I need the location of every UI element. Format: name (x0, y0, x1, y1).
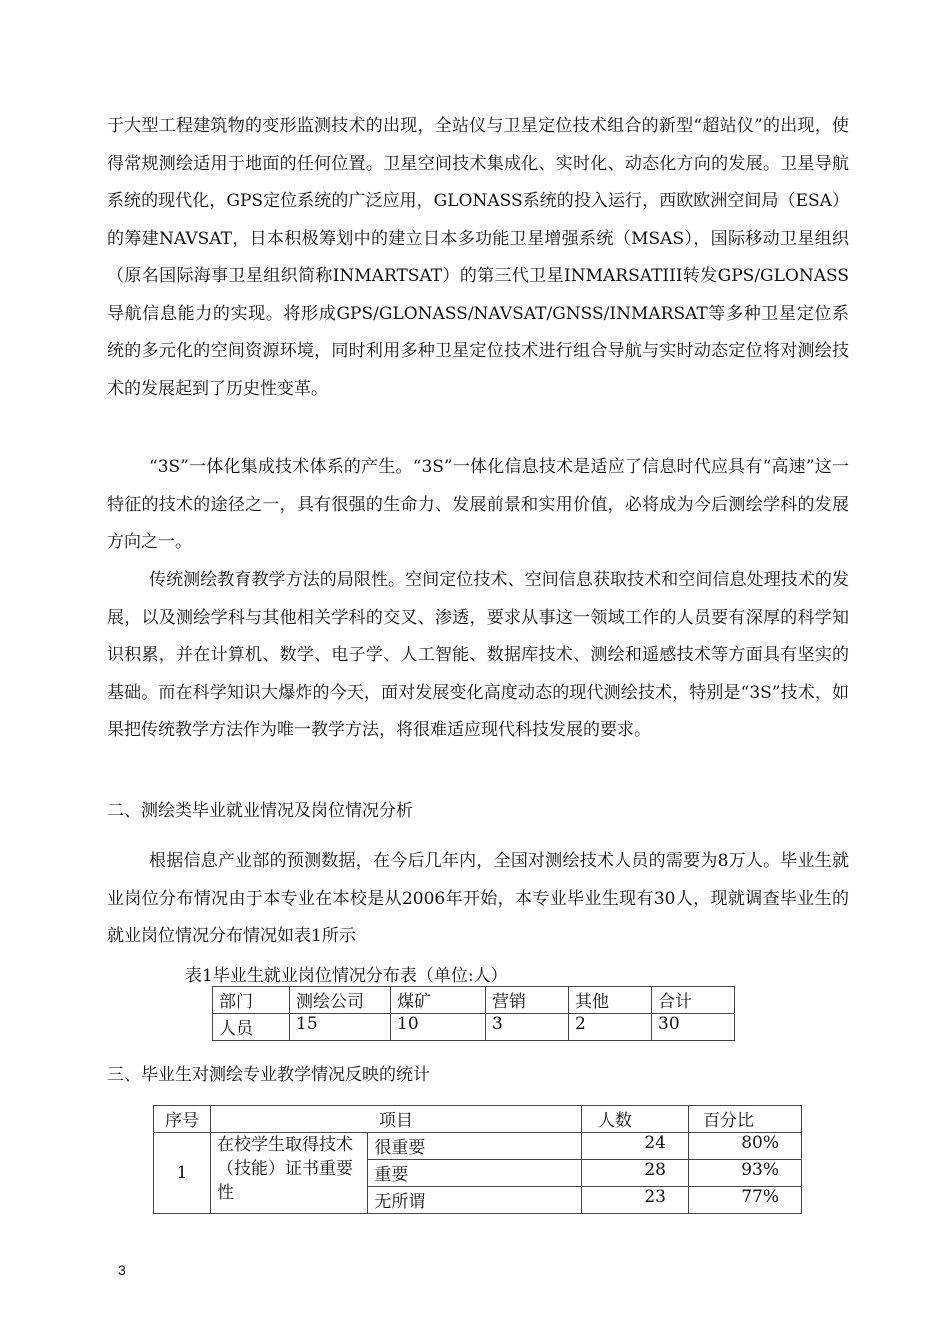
table-cell: 无所谓 (368, 1187, 582, 1214)
table-cell: 10 (391, 1014, 486, 1041)
table-header-cell: 项目 (211, 1106, 582, 1133)
table-header-cell: 营销 (486, 987, 569, 1014)
table-row (213, 1014, 735, 1041)
table-header-cell: 序号 (154, 1106, 211, 1133)
table-header-cell: 其他 (569, 987, 652, 1014)
table-cell: 3 (486, 1014, 569, 1041)
table-cell: 24 (582, 1133, 689, 1160)
table-cell: 93% (689, 1160, 802, 1187)
table-cell: 77% (689, 1187, 802, 1214)
paragraph-employment-forecast: 根据信息产业部的预测数据，在今后几年内，全国对测绘技术人员的需要为8万人。毕业生就业岗位分布情况由于本专业在本校是从2006年开始，本专业毕业生现有30人，现就调查毕业生的就业岗位情况分布情况如表1所示 (107, 851, 849, 946)
table-header-cell: 合计 (652, 987, 735, 1014)
table-header-cell: 煤矿 (391, 987, 486, 1014)
table-cell: 2 (569, 1014, 652, 1041)
page-number: 3 (118, 1262, 126, 1278)
table-cell: 很重要 (368, 1133, 582, 1160)
paragraph-satellite-tech: 于大型工程建筑物的变形监测技术的出现，全站仪与卫星定位技术组合的新型“超站仪”的出现，使得常规测绘适用于地面的任何位置。卫星空间技术集成化、实时化、动态化方向的发展。卫星导航系统的现代化，GPS定位系统的广泛应用，GLONASS系统的投入运行，西欧欧洲空间局（ESA）的筹建NAVSAT，日本积极筹划中的建立日本多功能卫星增强系统（MSAS），国际移动卫星组织（原名国际海事卫星组织简称INMARTSAT）的第三代卫星INMARSATIII转发GPS/GLONASS导航信息能力的实现。将形成GPS/GLONASS/NAVSAT/GNSS/INMARSAT等多种卫星定位系统的多元化的空间资源环境，同时利用多种卫星定位技术进行组合导航与实时动态定位将对测绘技术的发展起到了历史性变革。 (107, 116, 849, 399)
paragraph-traditional-teaching: 传统测绘教育教学方法的局限性。空间定位技术、空间信息获取技术和空间信息处理技术的发展，以及测绘学科与其他相关学科的交叉、渗透，要求从事这一领域工作的人员要有深厚的科学知识积累，并在计算机、数学、电子学、人工智能、数据库技术、测绘和遥感技术等方面具有坚实的基础。而在科学知识大爆炸的今天，面对发展变化高度动态的现代测绘技术，特别是“3S”技术，如果把传统教学方法作为唯一教学方法，将很难适应现代科技发展的要求。 (107, 570, 849, 740)
section-heading-employment: 二、测绘类毕业就业情况及岗位情况分析 (107, 801, 413, 821)
table-header-cell: 测绘公司 (290, 987, 391, 1014)
table-cell: 人员 (213, 1014, 290, 1041)
table-cell: 30 (652, 1014, 735, 1041)
table-cell-seq: 1 (154, 1133, 211, 1214)
table-cell: 80% (689, 1133, 802, 1160)
table-row (213, 987, 735, 1014)
table-header-cell: 部门 (213, 987, 290, 1014)
table-header-cell: 百分比 (689, 1106, 802, 1133)
table-cell: 15 (290, 1014, 391, 1041)
table-row (154, 1133, 802, 1160)
table-cell: 重要 (368, 1160, 582, 1187)
paragraph-3s-integration: “3S”一体化集成技术体系的产生。“3S”一体化信息技术是适应了信息时代应具有“高速”这一特征的技术的途径之一，具有很强的生命力、发展前景和实用价值，必将成为今后测绘学科的发展方向之一。 (107, 457, 849, 552)
table-header-cell: 人数 (582, 1106, 689, 1133)
table-cell: 28 (582, 1160, 689, 1187)
teaching-feedback-table (153, 1105, 802, 1214)
table-cell-item: 在校学生取得技术（技能）证书重要性 (211, 1133, 368, 1214)
table-row (154, 1106, 802, 1133)
section-heading-teaching-feedback: 三、毕业生对测绘专业教学情况反映的统计 (107, 1065, 430, 1085)
employment-distribution-table (212, 986, 735, 1041)
table1-caption: 表1毕业生就业岗位情况分布表（单位:人） (185, 966, 508, 986)
table-cell: 23 (582, 1187, 689, 1214)
